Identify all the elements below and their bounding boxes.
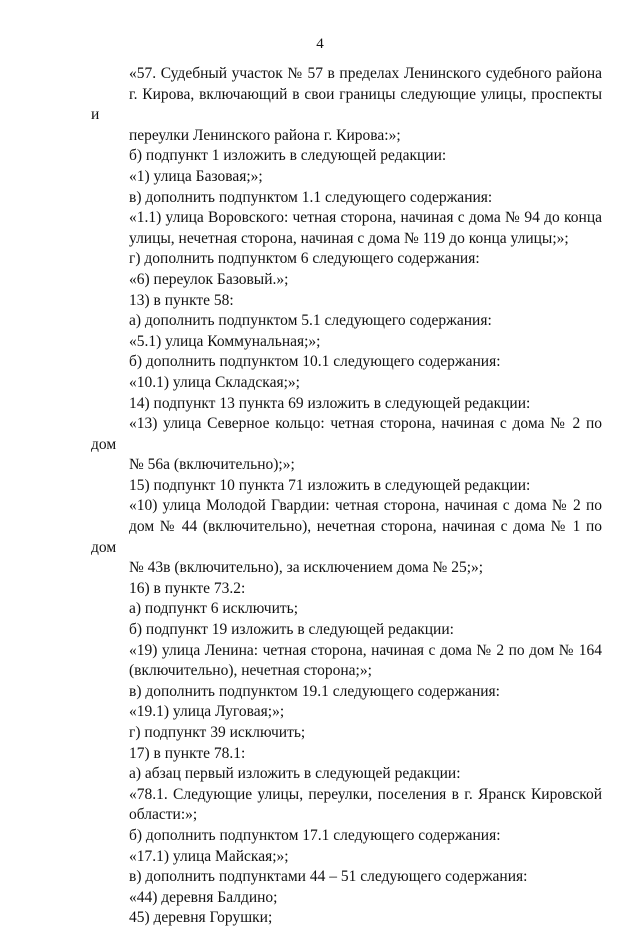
paragraph xyxy=(91,188,602,209)
paragraph xyxy=(91,332,602,353)
text-line: «13) улица Северное кольцо: четная сторона, начиная с дома № 2 по дом xyxy=(91,415,602,453)
paragraph xyxy=(91,311,602,332)
text-line: б) дополнить подпунктом 17.1 следующего содержания: xyxy=(129,826,501,844)
paragraph xyxy=(91,620,602,641)
paragraph xyxy=(91,723,602,744)
text-line: б) подпункт 19 изложить в следующей редакции: xyxy=(129,621,454,639)
text-line: г) дополнить подпунктом 6 следующего содержания: xyxy=(129,250,480,268)
text-line: «19.1) улица Луговая;»; xyxy=(129,703,285,721)
paragraph xyxy=(91,167,602,188)
text-line: области:»; xyxy=(129,806,198,824)
text-line: № 56а (включительно);»; xyxy=(129,456,295,474)
text-line: 45) деревня Горушки; xyxy=(129,909,273,927)
text-line: б) подпункт 1 изложить в следующей редакции: xyxy=(129,147,447,165)
paragraph xyxy=(91,888,602,909)
paragraph xyxy=(91,249,602,270)
document-body xyxy=(91,64,602,929)
text-line: 13) в пункте 58: xyxy=(129,291,234,309)
text-line: а) дополнить подпунктом 5.1 следующего содержания: xyxy=(129,312,492,330)
text-line: «1) улица Базовая;»; xyxy=(129,167,263,185)
text-line: 14) подпункт 13 пункта 69 изложить в следующей редакции: xyxy=(129,394,531,412)
text-line: «57. Судебный участок № 57 в пределах Ленинского судебного района xyxy=(129,65,602,82)
paragraph xyxy=(91,744,602,765)
text-line: «10.1) улица Складская;»; xyxy=(129,373,300,391)
paragraph xyxy=(91,496,602,578)
text-line: 17) в пункте 78.1: xyxy=(129,744,246,762)
paragraph xyxy=(91,847,602,868)
text-line: г) подпункт 39 исключить; xyxy=(129,724,306,741)
paragraph xyxy=(91,826,602,847)
paragraph xyxy=(91,702,602,723)
text-line: «78.1. Следующие улицы, переулки, поселения в г. Яранск Кировской xyxy=(129,785,602,803)
paragraph xyxy=(91,394,602,415)
text-line: (включительно), нечетная сторона;»; xyxy=(129,662,372,680)
text-line: «17.1) улица Майская;»; xyxy=(129,847,289,865)
paragraph xyxy=(91,146,602,167)
text-line: дом № 44 (включительно), нечетная сторона, начиная с дома № 1 по дом xyxy=(91,518,602,556)
text-line: «1.1) улица Воровского: четная сторона, начиная с дома № 94 до конца xyxy=(129,209,602,227)
paragraph xyxy=(91,208,602,249)
text-line: 15) подпункт 10 пункта 71 изложить в следующей редакции: xyxy=(129,476,531,494)
text-line: а) подпункт 6 исключить; xyxy=(129,600,299,618)
text-line: 16) в пункте 73.2: xyxy=(129,579,246,597)
paragraph xyxy=(91,414,602,476)
paragraph xyxy=(91,352,602,373)
page-number: 4 xyxy=(316,36,324,52)
text-line: «6) переулок Базовый.»; xyxy=(129,270,289,288)
paragraph xyxy=(91,270,602,291)
text-line: улицы, нечетная сторона, начиная с дома № 119 до конца улицы;»; xyxy=(129,229,569,247)
text-line: «44) деревня Балдино; xyxy=(129,888,278,906)
text-line: в) дополнить подпунктом 1.1 следующего содержания: xyxy=(129,188,493,206)
paragraph xyxy=(91,682,602,703)
paragraph xyxy=(91,785,602,826)
paragraph xyxy=(91,867,602,888)
paragraph xyxy=(91,64,602,146)
text-line: «19) улица Ленина: четная сторона, начиная с дома № 2 по дом № 164 xyxy=(129,641,602,659)
text-line: в) дополнить подпунктом 19.1 следующего содержания: xyxy=(129,682,500,700)
text-line: г. Кирова, включающий в свои границы следующие улицы, проспекты и xyxy=(91,85,602,124)
text-line: «10) улица Молодой Гвардии: четная сторона, начиная с дома № 2 по xyxy=(129,497,602,515)
text-line: в) дополнить подпунктами 44 – 51 следующего содержания: xyxy=(129,868,528,886)
paragraph xyxy=(91,908,602,929)
text-line: а) абзац первый изложить в следующей редакции: xyxy=(129,765,461,783)
paragraph xyxy=(91,599,602,620)
paragraph xyxy=(91,579,602,600)
paragraph xyxy=(91,641,602,682)
text-line: б) дополнить подпунктом 10.1 следующего содержания: xyxy=(129,353,501,371)
paragraph xyxy=(91,764,602,785)
paragraph xyxy=(91,291,602,312)
text-line: «5.1) улица Коммунальная;»; xyxy=(129,332,321,350)
text-line: № 43в (включительно), за исключением дома № 25;»; xyxy=(129,559,484,577)
paragraph xyxy=(91,373,602,394)
text-line: переулки Ленинского района г. Кирова:»; xyxy=(129,126,401,144)
paragraph xyxy=(91,476,602,497)
